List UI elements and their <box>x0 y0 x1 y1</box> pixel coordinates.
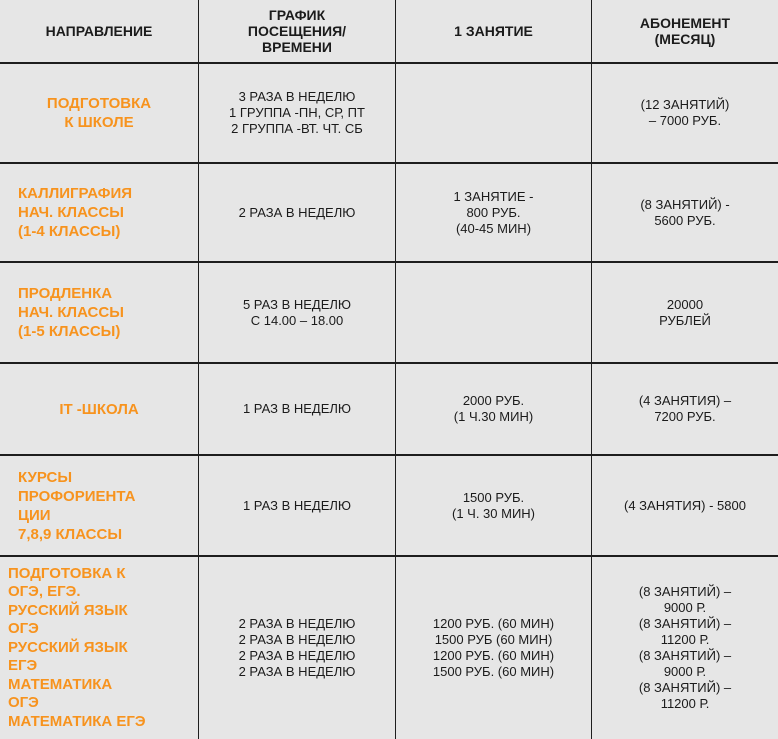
row-direction: ПОДГОТОВКА К ШКОЛЕ <box>0 64 198 162</box>
row-subscription-price: (8 ЗАНЯТИЙ) – 9000 Р. (8 ЗАНЯТИЙ) – 11200 Р. (8 ЗАНЯТИЙ) – 9000 Р. (8 ЗАНЯТИЙ) – 11200 Р. <box>592 557 778 739</box>
row-subscription-price: (4 ЗАНЯТИЯ) – 7200 РУБ. <box>592 364 778 454</box>
row-subscription-price: (4 ЗАНЯТИЯ) - 5800 <box>592 456 778 555</box>
row-direction: КАЛЛИГРАФИЯ НАЧ. КЛАССЫ (1-4 КЛАССЫ) <box>0 164 198 261</box>
row-subscription-price: (8 ЗАНЯТИЙ) - 5600 РУБ. <box>592 164 778 261</box>
row-subscription-price: (12 ЗАНЯТИЙ) – 7000 РУБ. <box>592 64 778 162</box>
row-single-price <box>396 64 591 162</box>
row-schedule: 2 РАЗА В НЕДЕЛЮ <box>199 164 395 261</box>
row-schedule: 3 РАЗА В НЕДЕЛЮ 1 ГРУППА -ПН, СР, ПТ 2 ГРУППА -ВТ. ЧТ. СБ <box>199 64 395 162</box>
row-single-price: 1200 РУБ. (60 МИН) 1500 РУБ (60 МИН) 1200 РУБ. (60 МИН) 1500 РУБ. (60 МИН) <box>396 557 591 739</box>
header-direction: НАПРАВЛЕНИЕ <box>0 0 198 62</box>
header-subscription: АБОНЕМЕНТ (МЕСЯЦ) <box>592 0 778 62</box>
header-schedule: ГРАФИК ПОСЕЩЕНИЯ/ ВРЕМЕНИ <box>199 0 395 62</box>
row-subscription-price: 20000 РУБЛЕЙ <box>592 263 778 362</box>
row-schedule: 5 РАЗ В НЕДЕЛЮ С 14.00 – 18.00 <box>199 263 395 362</box>
row-single-price: 2000 РУБ. (1 Ч.30 МИН) <box>396 364 591 454</box>
header-single-lesson: 1 ЗАНЯТИЕ <box>396 0 591 62</box>
row-direction: ПОДГОТОВКА К ОГЭ, ЕГЭ. РУССКИЙ ЯЗЫК ОГЭ РУССКИЙ ЯЗЫК ЕГЭ МАТЕМАТИКА ОГЭ МАТЕМАТИКА ЕГЭ <box>0 557 198 739</box>
row-single-price: 1 ЗАНЯТИЕ - 800 РУБ. (40-45 МИН) <box>396 164 591 261</box>
row-schedule: 2 РАЗА В НЕДЕЛЮ 2 РАЗА В НЕДЕЛЮ 2 РАЗА В НЕДЕЛЮ 2 РАЗА В НЕДЕЛЮ <box>199 557 395 739</box>
row-schedule: 1 РАЗ В НЕДЕЛЮ <box>199 456 395 555</box>
row-single-price <box>396 263 591 362</box>
row-direction: IT -ШКОЛА <box>0 364 198 454</box>
row-schedule: 1 РАЗ В НЕДЕЛЮ <box>199 364 395 454</box>
row-direction: КУРСЫ ПРОФОРИЕНТА ЦИИ 7,8,9 КЛАССЫ <box>0 456 198 555</box>
row-direction: ПРОДЛЕНКА НАЧ. КЛАССЫ (1-5 КЛАССЫ) <box>0 263 198 362</box>
row-single-price: 1500 РУБ. (1 Ч. 30 МИН) <box>396 456 591 555</box>
